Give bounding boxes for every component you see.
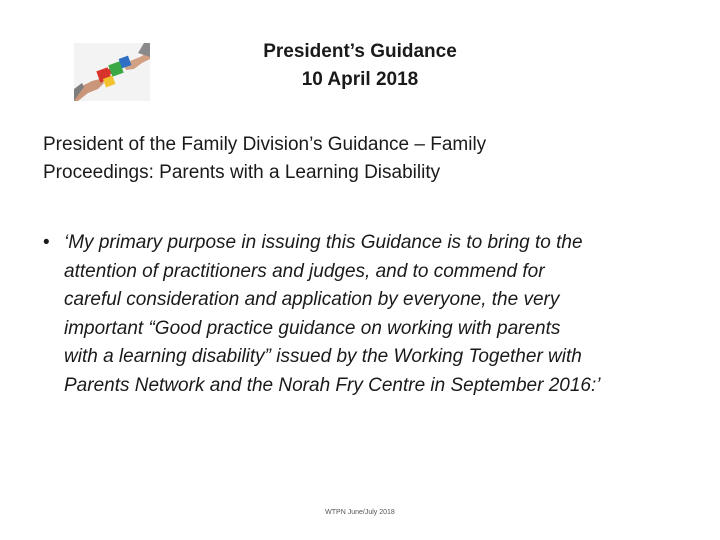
intro-line-1: President of the Family Division’s Guidance – Family: [43, 134, 487, 155]
quote-line: attention of practitioners and judges, and to commend for: [64, 260, 545, 282]
quote-line: important “Good practice guidance on working with parents: [64, 317, 561, 339]
quote-line: careful consideration and application by everyone, the very: [64, 289, 560, 310]
intro-text: [43, 131, 683, 187]
quote-line: Parents Network and the Norah Fry Centre in September 2016:’: [64, 374, 601, 396]
title-date: 10 April 2018: [301, 69, 419, 90]
page-title: [200, 38, 520, 94]
title-line-1: President’s Guidance: [263, 41, 457, 62]
quote-line: with a learning disability” issued by the Working Together with: [64, 346, 582, 367]
bullet-marker: •: [43, 232, 50, 253]
footer-text: WTPN June/July 2018: [325, 509, 395, 516]
puzzle-hands-icon: [74, 43, 150, 101]
intro-line-2: Proceedings: Parents with a Learning Disability: [43, 162, 441, 183]
quote-text: [64, 229, 694, 400]
quote-line: ‘My primary purpose in issuing this Guidance is to bring to the: [64, 232, 583, 253]
